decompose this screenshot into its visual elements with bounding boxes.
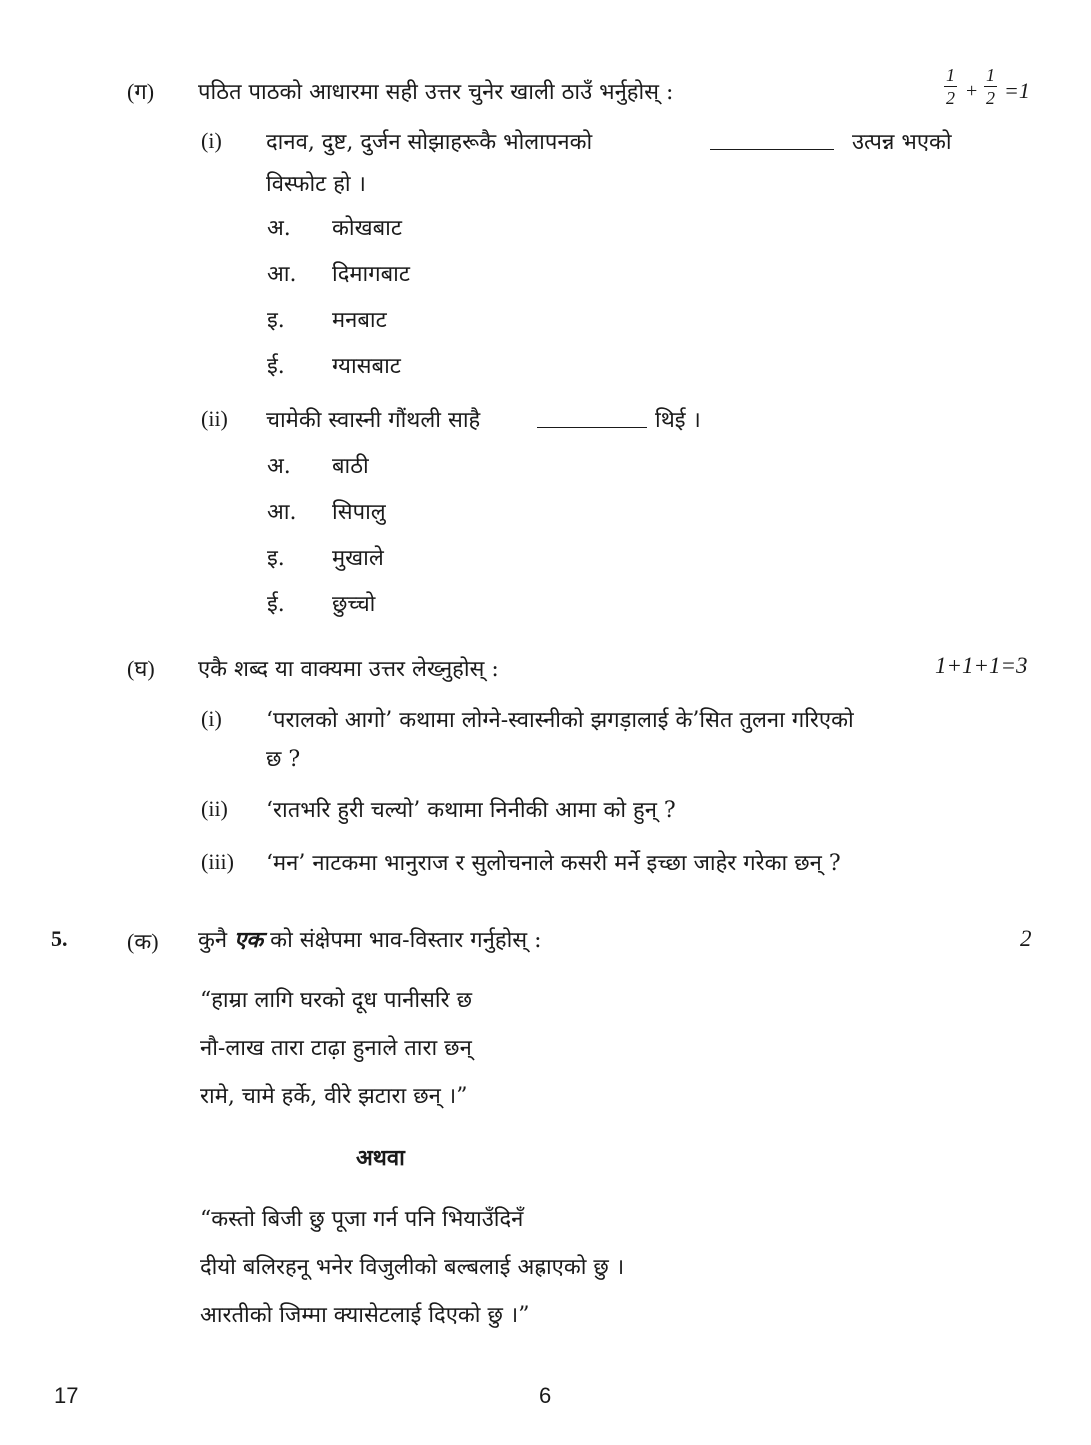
q5-instruction: कुनै एक को संक्षेपमा भाव-विस्तार गर्नुहोस् : — [198, 927, 542, 953]
q-gh-iii-label: (iii) — [201, 849, 234, 874]
option-label: ई. — [267, 354, 285, 379]
poem2-line: आरतीको जिम्मा क्यासेटलाई दिएको छु ।” — [200, 1303, 530, 1328]
option-text: मुखाले — [332, 546, 384, 571]
poem2-line: “कस्तो बिजी छु पूजा गर्न पनि भियाउँदिनँ — [200, 1207, 524, 1232]
q-g-ii-text-after: थिई । — [655, 408, 701, 433]
q-gh-iii-text: ‘मन’ नाटकमा भानुराज र सुलोचनाले कसरी मर्ने इच्छा जाहेर गरेका छन् ? — [266, 851, 841, 876]
option-text: छुच्चो — [332, 592, 376, 617]
poem1-line: “हाम्रा लागि घरको दूध पानीसरि छ — [200, 988, 473, 1013]
option-label: ई. — [267, 592, 285, 617]
poem2-line: दीयो बलिरहनू भनेर विजुलीको बल्बलाई अह्राएको छु । — [200, 1255, 625, 1280]
q-gh-i-line2: छ ? — [266, 747, 301, 772]
q-gh-ii-label: (ii) — [201, 796, 228, 821]
option-label: आ. — [267, 262, 297, 287]
q-g-i-line2: विस्फोट हो । — [266, 172, 366, 197]
option-text: बाठी — [332, 454, 369, 479]
blank-line — [710, 148, 834, 150]
q-g-i-text-after: उत्पन्न भएको — [852, 130, 952, 155]
option-label: अ. — [267, 216, 291, 241]
option-label: अ. — [267, 454, 291, 479]
emphasis-word: एक — [234, 927, 264, 953]
or-heading: अथवा — [356, 1145, 405, 1171]
section-g-instruction: पठित पाठको आधारमा सही उत्तर चुनेर खाली ठाउँ भर्नुहोस् : — [198, 80, 674, 105]
section-gh-instruction: एकै शब्द या वाक्यमा उत्तर लेख्नुहोस् : — [198, 657, 499, 682]
section-g-label: (ग) — [127, 79, 155, 104]
option-text: कोखबाट — [332, 216, 402, 241]
option-label: इ. — [267, 546, 285, 571]
section-gh-marks: 1+1+1=3 — [935, 653, 1028, 678]
blank-line — [537, 426, 647, 428]
poem1-line: रामे, चामे हर्के, वीरे झटारा छन् ।” — [200, 1084, 468, 1109]
option-text: मनबाट — [332, 308, 387, 333]
paper-code: 17 — [54, 1383, 79, 1408]
q-gh-i-label: (i) — [201, 706, 222, 731]
option-label: इ. — [267, 308, 285, 333]
poem1-line: नौ-लाख तारा टाढ़ा हुनाले तारा छन् — [200, 1036, 472, 1061]
q-g-ii-text-before: चामेकी स्वास्नी गौंथली साहै — [266, 408, 481, 433]
fraction-a: 1 2 — [946, 65, 955, 108]
fraction-b: 1 2 — [986, 65, 995, 108]
section-g-marks: 1 2 + 1 2 =1 — [946, 65, 1030, 108]
option-text: दिमागबाट — [332, 262, 410, 287]
q-gh-ii-text: ‘रातभरि हुरी चल्यो’ कथामा निनीकी आमा को हुन् ? — [266, 798, 676, 823]
question-number: 5. — [51, 926, 68, 951]
q-g-i-text-before: दानव, दुष्ट, दुर्जन सोझाहरूकै भोलापनको — [266, 130, 593, 155]
option-text: ग्यासबाट — [332, 354, 401, 379]
q-g-ii-label: (ii) — [201, 406, 228, 431]
section-gh-label: (घ) — [127, 656, 155, 681]
q-gh-i-line1: ‘परालको आगो’ कथामा लोग्ने-स्वास्नीको झगड़ालाई के’सित तुलना गरिएको — [266, 708, 854, 733]
q-g-i-label: (i) — [201, 128, 222, 153]
option-label: आ. — [267, 500, 297, 525]
page-number: 6 — [539, 1383, 552, 1408]
q5-marks: 2 — [1020, 926, 1032, 951]
q5-part-label: (क) — [127, 929, 159, 954]
option-text: सिपालु — [332, 500, 386, 525]
